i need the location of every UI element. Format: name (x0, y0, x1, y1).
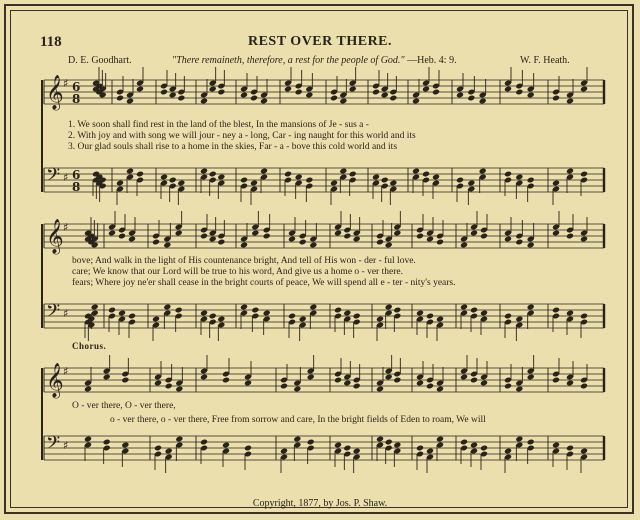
key-signature-sharp-icon: ♯ (63, 439, 69, 452)
notehead (580, 171, 588, 178)
notehead (527, 304, 535, 311)
notehead (515, 89, 523, 96)
lyric-chorus-upper: O - ver there, O - ver there, (72, 401, 176, 411)
notehead (163, 304, 171, 311)
notehead (372, 174, 380, 181)
notehead (436, 436, 444, 443)
notehead (169, 92, 177, 99)
notehead (566, 445, 574, 452)
notehead (280, 448, 288, 455)
notehead (343, 233, 351, 240)
notehead (126, 168, 134, 175)
notehead (118, 310, 126, 317)
key-signature-sharp-icon: ♯ (63, 77, 69, 90)
notehead (334, 442, 342, 449)
notehead (244, 445, 252, 452)
key-signature-sharp-icon: ♯ (63, 307, 69, 320)
epigraph-reference: —Heb. 4: 9. (407, 55, 457, 66)
notehead (376, 239, 384, 246)
notehead (480, 310, 488, 317)
hymn-title: REST OVER THERE. (247, 34, 393, 49)
notehead (244, 380, 252, 387)
time-signature-icon: 8 (72, 92, 81, 106)
notehead (580, 313, 588, 320)
treble-clef-icon: 𝄞 (46, 363, 64, 398)
notehead (136, 171, 144, 178)
composer-credit: W. F. Heath. (520, 55, 570, 66)
notehead (504, 171, 512, 178)
notehead (566, 310, 574, 317)
notehead (128, 313, 136, 320)
notehead (160, 174, 168, 181)
notehead (460, 304, 468, 311)
notehead (552, 442, 560, 449)
notehead (154, 445, 162, 452)
bass-clef-icon: 𝄢 (46, 433, 61, 458)
notehead (349, 171, 357, 178)
notehead (91, 304, 99, 311)
notehead (165, 448, 173, 455)
notehead (393, 442, 401, 449)
notehead (349, 86, 357, 93)
lyric-chorus-lower: o - ver there, o - ver there, Free from sorrow and care, In the bright fields of Eden to roam, We will (110, 415, 486, 425)
lyric-system1-verse1: 1. We soon shall find rest in the land of the blest, In the mansions of Je - sus a - (68, 120, 369, 130)
notehead (552, 307, 560, 314)
notehead (470, 377, 478, 384)
notehead (288, 313, 296, 320)
notehead (118, 233, 126, 240)
page-number: 118 (40, 34, 62, 50)
copyright-notice: Copyright, 1877, by Jos. P. Shaw. (252, 498, 388, 509)
notehead (460, 242, 468, 249)
notehead (200, 233, 208, 240)
notehead (527, 439, 535, 446)
notehead (116, 180, 124, 187)
notehead (385, 439, 393, 446)
notehead (343, 445, 351, 452)
notehead (389, 180, 397, 187)
notehead (467, 180, 475, 187)
notehead (580, 86, 588, 93)
notehead (566, 380, 574, 387)
lyric-system1-verse2: 2. With joy and with song we will jour - ney a - long, Car - ing naught for this world and its (68, 131, 416, 141)
notehead (305, 92, 313, 99)
notehead (460, 439, 468, 446)
notehead (436, 239, 444, 246)
notehead (412, 168, 420, 175)
notehead (376, 316, 384, 323)
notehead (552, 95, 560, 102)
notehead (393, 307, 401, 314)
notehead (200, 439, 208, 446)
notehead (160, 89, 168, 96)
notehead (307, 439, 315, 446)
notehead (376, 436, 384, 443)
notehead (240, 92, 248, 99)
notehead (504, 448, 512, 455)
notehead (209, 236, 217, 243)
notehead (422, 171, 430, 178)
notehead (217, 174, 225, 181)
notehead (566, 233, 574, 240)
notehead (343, 310, 351, 317)
notehead (552, 230, 560, 237)
notehead (479, 98, 487, 105)
notehead (353, 236, 361, 243)
key-signature-sharp-icon: ♯ (63, 221, 69, 234)
notehead (295, 89, 303, 96)
notehead (152, 316, 160, 323)
notehead (527, 177, 535, 184)
notehead (175, 230, 183, 237)
notehead (566, 168, 574, 175)
notehead (527, 242, 535, 249)
lyric-system2-verse3: fears; Where joy ne'er shall cease in the bright courts of peace, We will spend all e - ter - nity's years. (72, 278, 456, 288)
notehead (152, 239, 160, 246)
time-signature-icon: 6 (72, 168, 81, 182)
notehead (307, 374, 315, 381)
notehead (353, 313, 361, 320)
notehead (295, 174, 303, 181)
notehead (108, 230, 116, 237)
notehead (416, 310, 424, 317)
notehead (103, 374, 111, 381)
notehead (165, 383, 173, 390)
notehead (293, 436, 301, 443)
treble-clef-icon: 𝄞 (46, 75, 64, 110)
notehead (385, 242, 393, 249)
notehead (504, 236, 512, 243)
notehead (426, 383, 434, 390)
notehead (209, 86, 217, 93)
notehead (284, 86, 292, 93)
notehead (263, 310, 271, 317)
notehead (103, 439, 111, 446)
notehead (515, 386, 523, 393)
notehead (175, 436, 183, 443)
notehead (353, 383, 361, 390)
notehead (422, 86, 430, 93)
notehead (426, 448, 434, 455)
lyric-system1-verse3: 3. Our glad souls shall rise to a home in the skies, Far - a - bove this cold world and its (68, 142, 398, 152)
notehead (515, 316, 523, 323)
notehead (527, 92, 535, 99)
notehead (175, 386, 183, 393)
notehead (177, 180, 185, 187)
notehead (416, 445, 424, 452)
notehead (504, 86, 512, 93)
time-signature-icon: 8 (72, 180, 81, 194)
notehead (200, 374, 208, 381)
notehead (299, 316, 307, 323)
lyricist-credit: D. E. Goodhart. (68, 55, 132, 66)
notehead (416, 380, 424, 387)
notehead (343, 380, 351, 387)
notehead (580, 383, 588, 390)
notehead (240, 177, 248, 184)
notehead (222, 377, 230, 384)
notehead (260, 98, 268, 105)
lyric-system2-verse1: bove; And walk in the light of His countenance bright, And tell of His won - der - ful love. (72, 256, 416, 266)
notehead (217, 239, 225, 246)
notehead (260, 168, 268, 175)
notehead (467, 95, 475, 102)
notehead (84, 436, 92, 443)
time-signature-icon: 6 (72, 80, 81, 94)
notehead (163, 242, 171, 249)
notehead (372, 89, 380, 96)
notehead (309, 242, 317, 249)
notehead (222, 442, 230, 449)
notehead (432, 89, 440, 96)
notehead (456, 177, 464, 184)
notehead (393, 230, 401, 237)
notehead (416, 233, 424, 240)
notehead (460, 374, 468, 381)
notehead (250, 180, 258, 187)
notehead (200, 310, 208, 317)
notehead (412, 98, 420, 105)
notehead (116, 95, 124, 102)
notehead (251, 230, 259, 237)
notehead (334, 230, 342, 237)
notehead (330, 95, 338, 102)
notehead (128, 236, 136, 243)
notehead (200, 168, 208, 175)
notehead (154, 380, 162, 387)
notehead (293, 386, 301, 393)
notehead (263, 233, 271, 240)
bass-clef-icon: 𝄢 (46, 301, 61, 326)
notehead (121, 377, 129, 384)
notehead (381, 92, 389, 99)
notehead (385, 304, 393, 311)
notehead (209, 313, 217, 320)
notehead (121, 442, 129, 449)
notehead (504, 383, 512, 390)
notehead (456, 92, 464, 99)
notehead (334, 377, 342, 384)
notehead (305, 177, 313, 184)
notehead (470, 230, 478, 237)
notehead (515, 239, 523, 246)
notehead (436, 316, 444, 323)
notehead (426, 313, 434, 320)
notehead (217, 89, 225, 96)
notehead (580, 236, 588, 243)
notehead (470, 442, 478, 449)
notehead (479, 168, 487, 175)
notehead (309, 304, 317, 311)
notehead (177, 95, 185, 102)
notehead (200, 98, 208, 105)
notehead (126, 98, 134, 105)
notehead (299, 239, 307, 246)
notehead (280, 383, 288, 390)
notehead (552, 377, 560, 384)
key-signature-sharp-icon: ♯ (63, 171, 69, 184)
notehead (288, 236, 296, 243)
notehead (250, 95, 258, 102)
bass-clef-icon: 𝄢 (46, 165, 61, 190)
notehead (432, 174, 440, 181)
notehead (240, 304, 248, 311)
notehead (552, 180, 560, 187)
epigraph-quote: "There remaineth, therefore, a rest for the people of God." (172, 55, 405, 66)
notehead (108, 307, 116, 314)
notehead (436, 386, 444, 393)
notehead (580, 448, 588, 455)
chorus-label: Chorus. (72, 341, 107, 351)
notehead (376, 386, 384, 393)
notehead (381, 177, 389, 184)
notehead (284, 171, 292, 178)
notehead (515, 436, 523, 443)
key-signature-sharp-icon: ♯ (63, 365, 69, 378)
notehead (527, 374, 535, 381)
notehead (209, 171, 217, 178)
notehead (504, 313, 512, 320)
notehead (217, 316, 225, 323)
notehead (334, 307, 342, 314)
notehead (251, 307, 259, 314)
notehead (339, 98, 347, 105)
notehead (480, 233, 488, 240)
notehead (330, 180, 338, 187)
notehead (385, 374, 393, 381)
notehead (480, 380, 488, 387)
lyric-system2-verse2: care; We know that our Lord will be true to his word, And give us a home o - ver there. (72, 267, 403, 277)
notehead (470, 307, 478, 314)
notehead (515, 174, 523, 181)
notehead (84, 386, 92, 393)
notehead (566, 98, 574, 105)
notehead (339, 168, 347, 175)
notehead (169, 177, 177, 184)
notehead (136, 86, 144, 93)
notehead (426, 236, 434, 243)
notehead (175, 307, 183, 314)
notehead (393, 377, 401, 384)
treble-clef-icon: 𝄞 (46, 219, 64, 254)
notehead (240, 242, 248, 249)
notehead (353, 448, 361, 455)
notehead (389, 95, 397, 102)
notehead (480, 445, 488, 452)
